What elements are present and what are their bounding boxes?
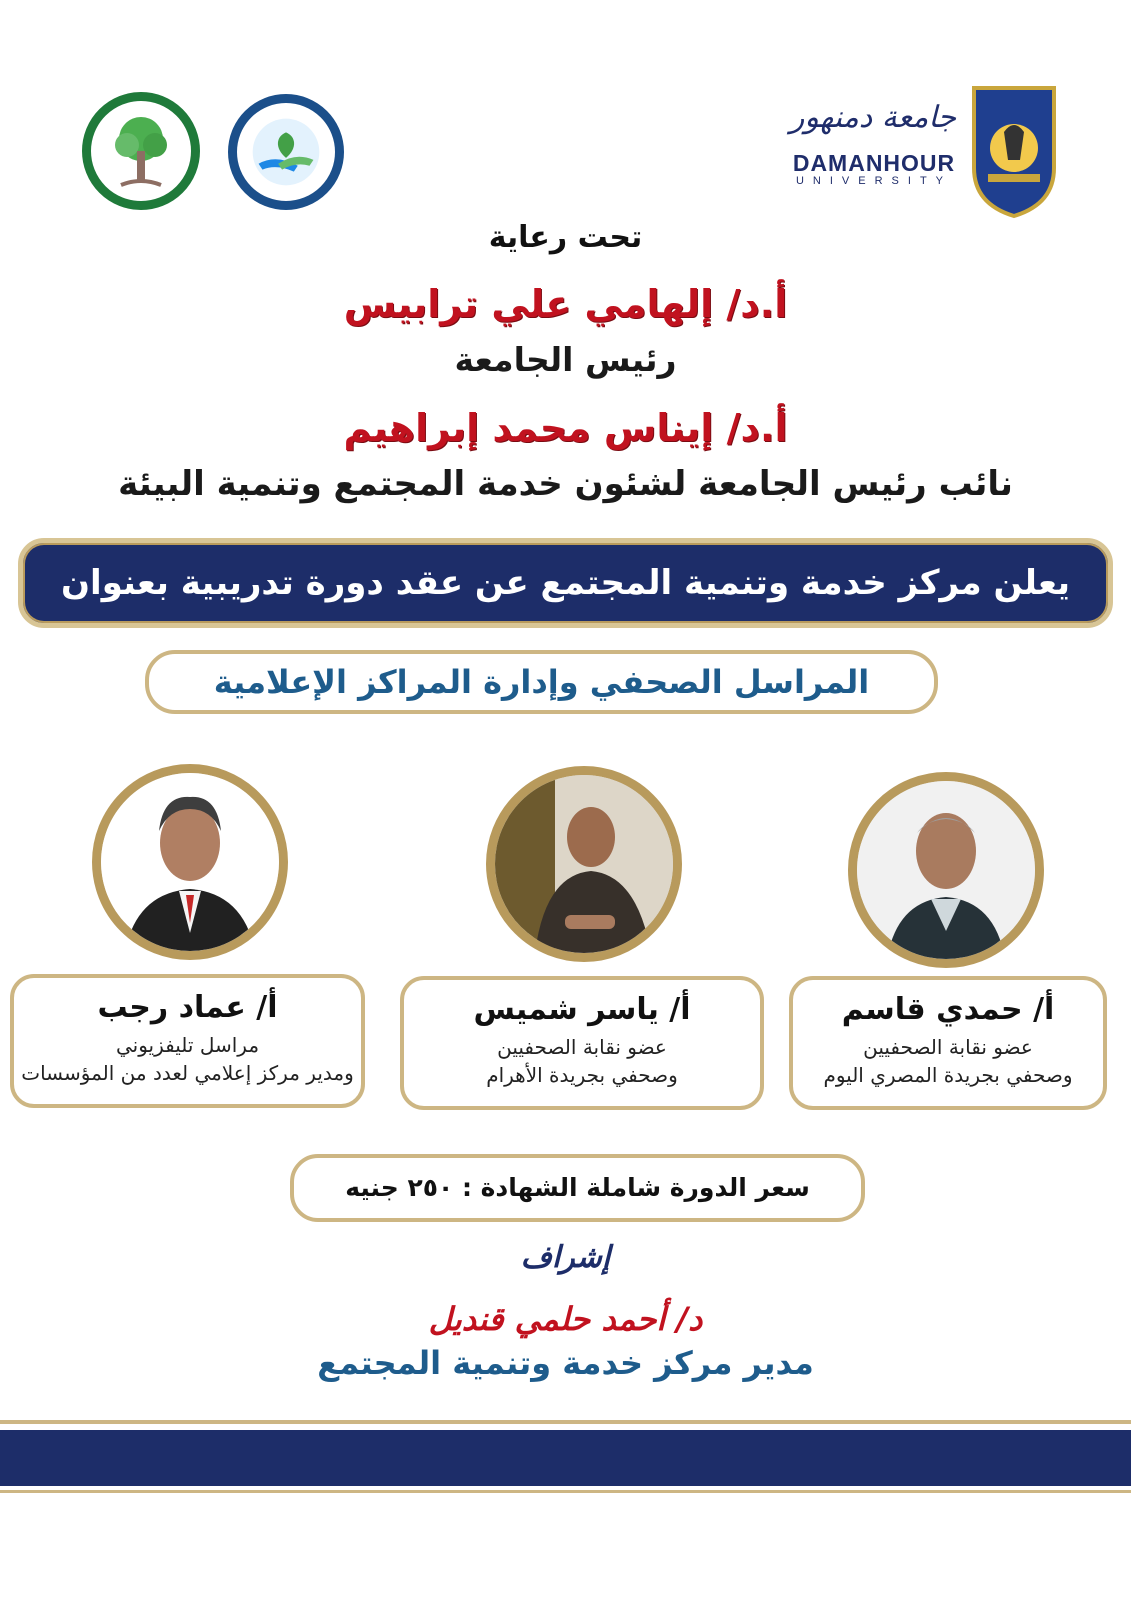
person-portrait-icon (495, 775, 673, 953)
supervisor-role: مدير مركز خدمة وتنمية المجتمع (317, 1344, 814, 1382)
patron-1-name: أ.د/ إلهامي علي ترابيس (343, 282, 788, 326)
footer-gold-line-bottom (0, 1490, 1131, 1493)
university-sub-en: UNIVERSITY (795, 175, 952, 187)
trainer-1-name: أ/ حمدي قاسم (841, 992, 1055, 1027)
footer-gold-line (0, 1420, 1131, 1424)
patron-2-role: نائب رئيس الجامعة لشئون خدمة المجتمع وتنمية البيئة (118, 464, 1013, 504)
patronage-label: تحت رعاية (488, 220, 643, 255)
supervision-label: إشراف (520, 1240, 611, 1275)
trainer-photo-1 (848, 772, 1044, 968)
trainer-1-desc-2: وصحفي بجريدة المصري اليوم (823, 1063, 1073, 1087)
trainer-3-desc-2: ومدير مركز إعلامي لعدد من المؤسسات (21, 1061, 354, 1085)
trainer-2-desc-2: وصحفي بجريدة الأهرام (486, 1063, 678, 1087)
patron-1-role: رئيس الجامعة (454, 340, 677, 379)
trainer-3-name: أ/ عماد رجب (97, 990, 278, 1025)
trainer-3-desc-1: مراسل تليفزيوني (115, 1033, 260, 1057)
trainer-2-name: أ/ ياسر شميس (473, 992, 691, 1027)
course-title: المراسل الصحفي وإدارة المراكز الإعلامية (145, 650, 938, 714)
trainer-card-2 (400, 976, 764, 1110)
announcement-banner: يعلن مركز خدمة وتنمية المجتمع عن عقد دورة تدريبية بعنوان (18, 538, 1113, 628)
person-portrait-icon (101, 773, 279, 951)
trainer-2-desc-1: عضو نقابة الصحفيين (497, 1035, 667, 1059)
trainer-photo-3 (92, 764, 288, 960)
trainer-1-desc-1: عضو نقابة الصحفيين (863, 1035, 1033, 1059)
person-portrait-icon (857, 781, 1035, 959)
tree-icon (91, 101, 191, 201)
trainer-card-3 (10, 974, 365, 1108)
patron-2-name: أ.د/ إيناس محمد إبراهيم (343, 406, 788, 450)
university-name-en: DAMANHOUR (792, 150, 956, 176)
university-arabic-calligraphy: جامعة دمنهور (789, 100, 957, 135)
supervisor-name: د/ أحمد حلمي قنديل (428, 1300, 703, 1338)
trainer-photo-2 (486, 766, 682, 962)
damanhour-university-shield-logo (968, 82, 1060, 220)
shield-icon (968, 82, 1060, 220)
university-wordmark (784, 150, 964, 187)
hands-leaf-icon (237, 103, 335, 201)
community-environment-sector-logo (82, 92, 200, 210)
trainer-card-1 (789, 976, 1107, 1110)
footer-navy-band (0, 1430, 1131, 1486)
community-service-center-logo (228, 94, 344, 210)
course-price: سعر الدورة شاملة الشهادة : ٢٥٠ جنيه (290, 1154, 865, 1222)
